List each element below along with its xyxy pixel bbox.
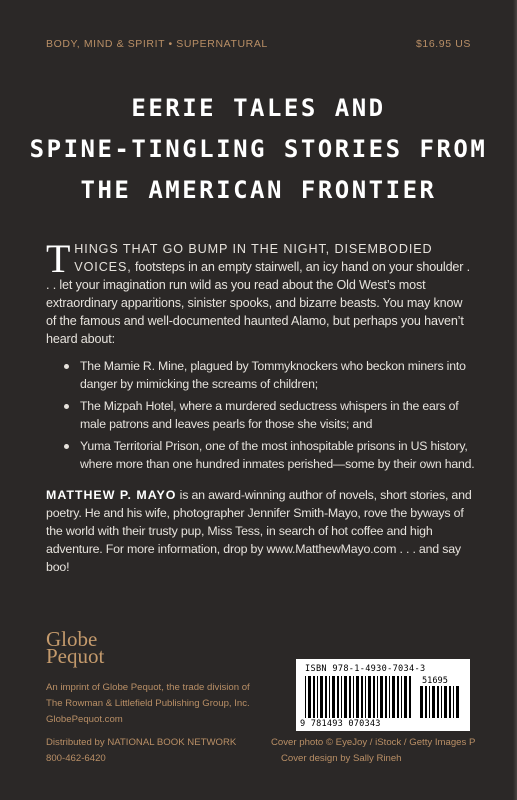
blurb-lead: HINGS THAT GO BUMP IN THE NIGHT, DISEMBODIED VOICES, (74, 242, 433, 274)
photo-credit: Cover photo © EyeJoy / iStock / Getty Images P (271, 737, 476, 748)
isbn-number: ISBN 978-1-4930-7034-3 (305, 664, 426, 674)
ean-number: 9 781493 070343 (300, 719, 381, 729)
blurb-body: footsteps in an empty stairwell, an icy hand on your shoulder . . . let your imagination run wild as you read about the Old West’s most extraordinary apparitions, sinister spooks, and bizarre beasts. You may know of the famous and well-documented haunted Alamo, but perhaps you haven’t heard about: (46, 260, 471, 346)
headline-line-1: EERIE TALES AND (131, 94, 386, 122)
logo-line-1: Globe (46, 627, 98, 651)
price-label: $16.95 US (415, 38, 471, 50)
spine-edge (513, 0, 517, 800)
author-name: MATTHEW P. MAYO (46, 488, 177, 502)
publisher-website: GlobePequot.com (46, 714, 123, 725)
addon-barcode-icon (420, 686, 462, 718)
bullet-icon (64, 364, 69, 369)
bullet-icon (64, 444, 69, 449)
design-credit: Cover design by Sally Rineh (281, 753, 402, 764)
bullet-list (64, 357, 477, 477)
price-addon-code: 51695 (422, 676, 448, 686)
drop-cap: T (46, 236, 71, 281)
publisher-logo (46, 627, 105, 668)
top-bar (46, 38, 471, 50)
bullet-item: The Mamie R. Mine, plagued by Tommyknockers who beckon miners into danger by mimicking the screams of children; (64, 357, 477, 393)
headline (20, 88, 497, 211)
bullet-icon (64, 404, 69, 409)
logo-line-2: Pequot (46, 644, 105, 668)
author-bio (46, 486, 475, 576)
category-label: BODY, MIND & SPIRIT • SUPERNATURAL (46, 38, 268, 50)
bullet-item: Yuma Territorial Prison, one of the most inhospitable prisons in US history, where more than one hundred inmates perished—some by their own hand. (64, 437, 477, 473)
bullet-item: The Mizpah Hotel, where a murdered seductress whispers in the ears of male patrons and leaves pearls for those she visits; and (64, 397, 477, 433)
ean-barcode-icon (305, 676, 415, 718)
barcode-panel (296, 659, 470, 731)
headline-line-2: SPINE-TINGLING STORIES FROM (29, 135, 488, 163)
distributor-info: Distributed by NATIONAL BOOK NETWORK 800-462-6420 (46, 737, 237, 764)
imprint-info: An imprint of Globe Pequot, the trade division of The Rowman & Littlefield Publishing Group, Inc. GlobePequot.com (46, 680, 250, 728)
cover-credits (271, 735, 476, 767)
headline-line-3: THE AMERICAN FRONTIER (80, 176, 437, 204)
author-bio-text: is an award-winning author of novels, short stories, and poetry. He and his wife, photographer Jennifer Smith-Mayo, rove the byways of the world with their trusty pup, Miss Tess, in search of hot coffee and high adventure. For more information, drop by www.MatthewMayo.com . . . and say boo! (46, 488, 472, 574)
blurb-paragraph (46, 236, 475, 348)
